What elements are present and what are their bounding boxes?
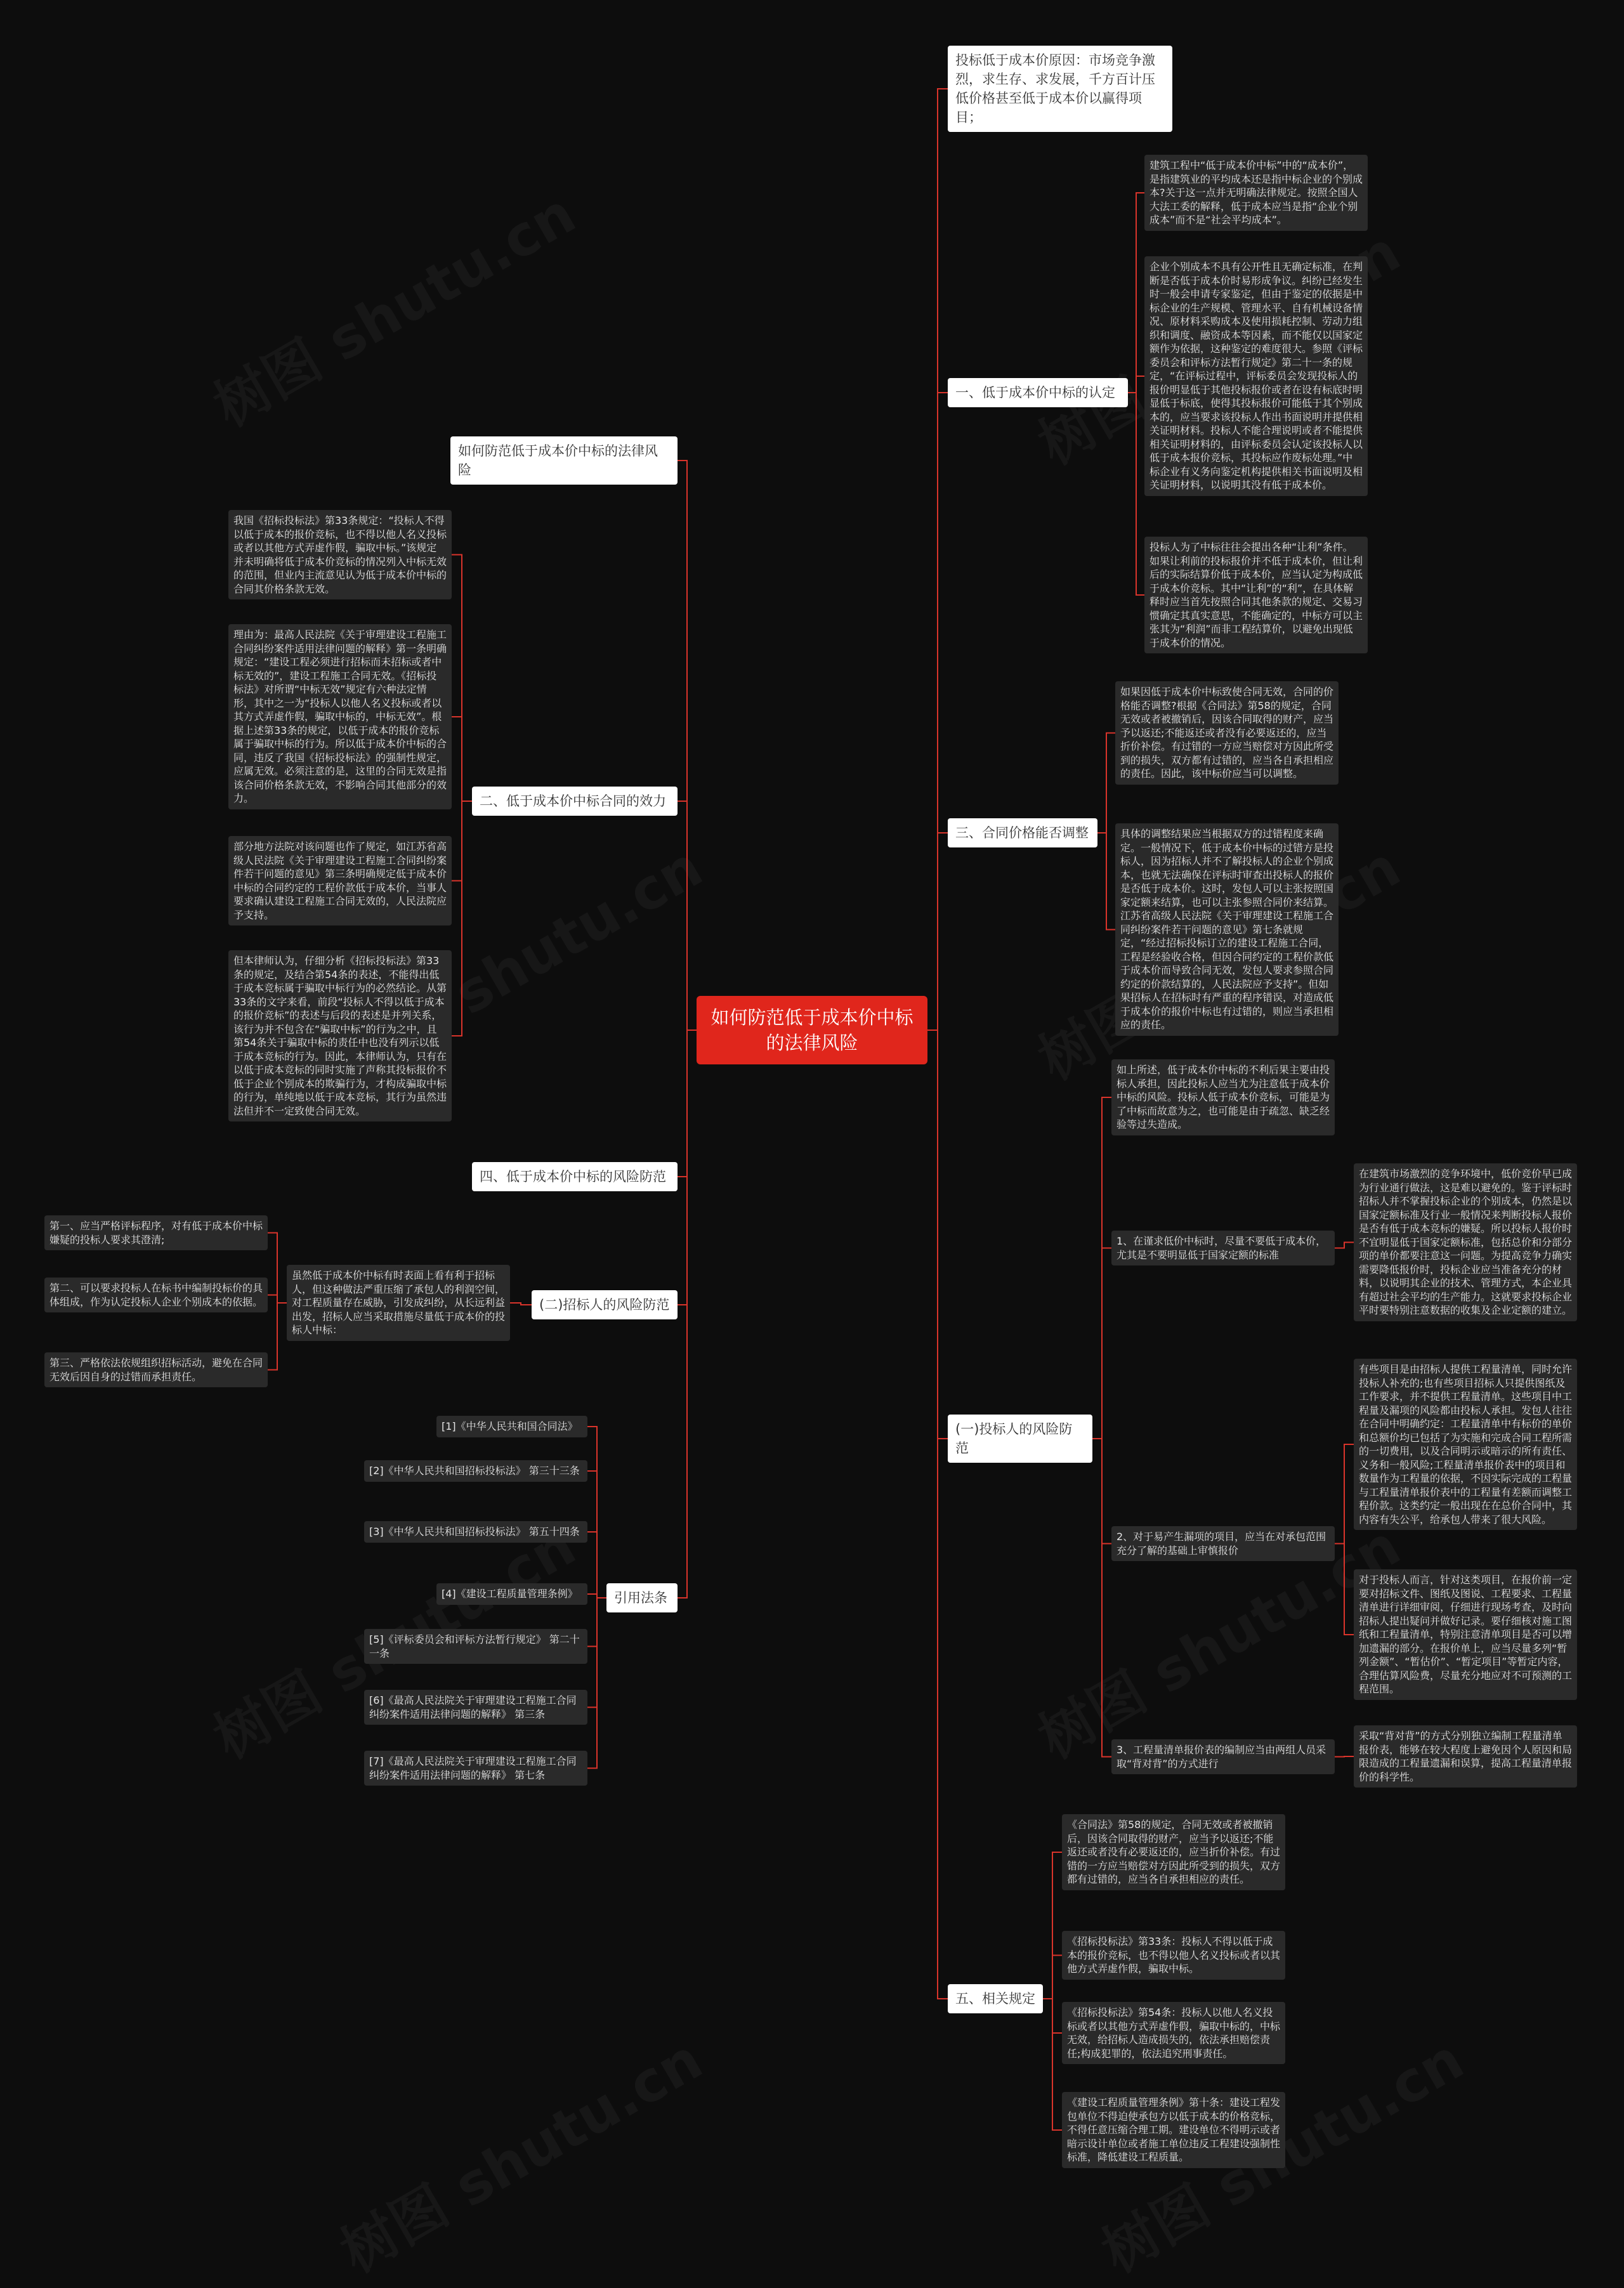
connector [452, 717, 472, 801]
rule-bid-law-33[interactable]: 《招标投标法》第33条：投标人不得以低于成本的报价竞标，也不得以他人名义投标或者以其他方式弄虚作假，骗取中标。 [1062, 1931, 1285, 1980]
note-review[interactable]: 对于投标人而言，针对这类项目，在报价前一定要对招标文件、图纸及图说、工程要求、工程量清单进行详细审阅，仔细进行现场考查，及时向招标人提出疑问并做好记录。要仔细核对施工图纸和工程量清单，特别注意清单项目是否可以增加遗漏的部分。在报价单上，应当尽量多列“暂列金额”、“暂估价”、“暂定项目”等暂定内容，合理估算风险费，尽量充分地应对不可预测的工程范围。 [1354, 1569, 1577, 1700]
topic-tenderer-risk[interactable]: (二)招标人的风险防范 [532, 1290, 678, 1319]
note-local-court[interactable]: 部分地方法院对该问题也作了规定，如江苏省高级人民法院《关于审理建设工程施工合同纠纷案件若干问题的意见》第三条明确规定低于成本价中标的合同约定的工程价款低于成本价，当事人要求确认建设工程施工合同无效的，人民法院应予支持。 [228, 836, 452, 925]
law-3[interactable]: [3]《中华人民共和国招标投标法》 第五十四条 [364, 1521, 587, 1543]
note-back-to-back[interactable]: 采取“背对背”的方式分别独立编制工程量清单报价表，能够在较大程度上避免因个人原因和局限造成的工程量遗漏和误算，提高工程量清单报价的科学性。 [1354, 1725, 1577, 1788]
connector [1092, 1248, 1111, 1439]
item-back-to-back[interactable]: 3、工程量清单报价表的编制应当由两组人员采取“背对背”的方式进行 [1111, 1739, 1335, 1774]
connector [1043, 1999, 1062, 2130]
connector [1128, 376, 1144, 393]
note-cost-definition[interactable]: 建筑工程中“低于成本价中标”中的“成本价”，是指建筑业的平均成本还是指中标企业的个别成本?关于这一点并无明确法律规定。按照全国人大法工委的解释，低于成本应当是指“企业个别成本”而不是“社会平均成本”。 [1144, 155, 1368, 231]
law-5[interactable]: [5]《评标委员会和评标方法暂行规定》 第二十一条 [364, 1629, 587, 1664]
topic-title[interactable]: 如何防范低于成本价中标的法律风险 [450, 436, 678, 485]
connector [268, 1233, 287, 1304]
topic-cited-laws[interactable]: 引用法条 [606, 1583, 678, 1612]
connector [510, 1303, 532, 1305]
note-price-adjust[interactable]: 如果因低于成本价中标致使合同无效，合同的价格能否调整?根据《合同法》第58的规定，合同无效或者被撤销后，因该合同取得的财产，应当予以返还;不能返还或者没有必要返还的，应当折价补偿。有过错的一方应当赔偿对方因此所受到的损失，双方都有过错的，应当各自承担相应的责任。因此，该中标价应当可以调整。 [1115, 681, 1339, 785]
connector [268, 1303, 287, 1370]
law-2[interactable]: [2]《中华人民共和国招标投标法》 第三十三条 [364, 1460, 587, 1482]
connector [1128, 193, 1144, 393]
note-lawyer-view[interactable]: 但本律师认为，仔细分析《招标投标法》第33条的规定，及结合第54条的表述，不能得出低于成本竞标属于骗取中标行为的必然结论。从第33条的文字来看，前段“投标人不得以低于成本的报价竞标”的表述与后段的表述是并列关系，该行为并不包含在“骗取中标”的行为之中，且第54条关于骗取中标的责任中也没有列示以低于成本竞标的行为。因此，本律师认为，只有在以低于成本竞标的同时实施了声称其投标报价不低于企业个别成本的欺骗行为，才构成骗取中标的行为，单纯地以低于成本竞标，其行为虽然违法但并不一定致使合同无效。 [228, 950, 452, 1121]
connector [1097, 733, 1115, 833]
topic-price-adjust[interactable]: 三、合同价格能否调整 [948, 818, 1097, 847]
connector [268, 1295, 287, 1304]
connector [678, 801, 697, 1030]
connector [452, 801, 472, 1036]
connector [1128, 393, 1144, 595]
topic-reason[interactable]: 投标低于成本价原因：市场竞争激烈，求生存、求发展，千方百计压低价格甚至低于成本价以赢得项目； [948, 46, 1172, 132]
note-bid-law-33[interactable]: 我国《招标投标法》第33条规定：“投标人不得以低于成本的报价竞标，也不得以他人名义投标或者以其他方式弄虚作假，骗取中标。”该规定并未明确将低于成本价竞标的情况列入中标无效的范围，但业内主流意见认为低于成本价中标的合同其价格条款无效。 [228, 510, 452, 599]
rule-bid-law-54[interactable]: 《招标投标法》第54条：投标人以他人名义投标或者以其他方式弄虚作假，骗取中标的，中标无效，给招标人造成损失的，依法承担赔偿责任;构成犯罪的，依法追究刑事责任。 [1062, 2002, 1285, 2064]
connector [1043, 1956, 1062, 1999]
connector [1335, 1243, 1354, 1248]
topic-identification[interactable]: 一、低于成本价中标的认定 [948, 378, 1128, 407]
item-low-price[interactable]: 1、在谨求低价中标时，尽量不要低于成本价，尤其是不要明显低于国家定额的标准 [1111, 1231, 1335, 1265]
connector [927, 1030, 948, 1999]
connector [927, 833, 948, 1030]
connector [587, 1598, 606, 1768]
note-bidder-risk[interactable]: 如上所述，低于成本价中标的不利后果主要由投标人承担，因此投标人应当尤为注意低于成本价中标的风险。投标人低于成本价竞标，可能是为了中标而故意为之，也可能是由于疏忽、缺乏经验等过失造成。 [1111, 1059, 1335, 1135]
topic-contract-validity[interactable]: 二、低于成本价中标合同的效力 [472, 787, 678, 816]
topic-risk-prevention[interactable]: 四、低于成本价中标的风险防范 [472, 1162, 678, 1191]
connector [1335, 1444, 1354, 1544]
note-reason[interactable]: 理由为：最高人民法院《关于审理建设工程施工合同纠纷案件适用法律问题的解释》第一条明确规定：“建设工程必须进行招标而未招标或者中标无效的”，建设工程施工合同无效。《招标投标法》对所谓“中标无效”规定有六种法定情形，其中之一为“投标人以他人名义投标或者以其方式弄虚作假，骗取中标的，中标无效”。根据上述第33条的规定，以低于成本的报价竞标属于骗取中标的行为。所以低于成本价中标的合同，违反了我国《招标投标法》的强制性规定，应属无效。必须注意的是，这里的合同无效是指该合同价格条款无效，不影响合同其他部分的效力。 [228, 624, 452, 809]
note-fault-degree[interactable]: 具体的调整结果应当根据双方的过错程度来确定。一般情况下，低于成本价中标的过错方是投标人，因为招标人并不了解投标人的企业个别成本，也就无法确保在评标时审查出投标人的报价是否低于成本价。这时，发包人可以主张按照国家定额来结算，也可以主张参照合同价来结算。江苏省高级人民法院《关于审理建设工程施工合同纠纷案件若干问题的意见》第七条就规定，“经过招标投标订立的建设工程施工合同，工程是经验收合格，但因合同约定的工程价款低于成本价而导致合同无效，发包人要求参照合同约定的价款结算的，人民法院应予支持”。但如果招标人在招标时有严重的程序错误，对造成低于成本价的报价中标也有过错的，则应当承担相应的责任。 [1115, 823, 1339, 1036]
topic-bidder-risk[interactable]: (一)投标人的风险防范 [948, 1415, 1092, 1463]
law-4[interactable]: [4]《建设工程质量管理条例》 [436, 1583, 587, 1605]
item-third[interactable]: 第三、严格依法依规组织招标活动，避免在合同无效后因自身的过错而承担责任。 [44, 1352, 268, 1387]
connector [1335, 1544, 1354, 1635]
law-1[interactable]: [1]《中华人民共和国合同法》 [436, 1416, 587, 1437]
rule-contract-law[interactable]: 《合同法》第58的规定，合同无效或者被撤销后，因该合同取得的财产，应当予以返还;不能返还或者没有必要返还的，应当折价补偿。有过错的一方应当赔偿对方因此所受到的损失，双方都有过错的，应当各自承担相应的责任。 [1062, 1814, 1285, 1890]
rule-quality-reg[interactable]: 《建设工程质量管理条例》第十条：建设工程发包单位不得迫使承包方以低于成本的价格竞标，不得任意压缩合理工期。建设单位不得明示或者暗示设计单位或者施工单位违反工程建设强制性标准，降低建设工程质量。 [1062, 2092, 1285, 2168]
item-second[interactable]: 第二、可以要求投标人在标书中编制投标价的具体组成，作为认定投标人企业个别成本的依据。 [44, 1278, 268, 1312]
law-6[interactable]: [6]《最高人民法院关于审理建设工程施工合同纠纷案件适用法律问题的解释》 第三条 [364, 1690, 587, 1725]
law-7[interactable]: [7]《最高人民法院关于审理建设工程施工合同纠纷案件适用法律问题的解释》 第七条 [364, 1751, 587, 1786]
item-first[interactable]: 第一、应当严格评标程序，对有低于成本价中标嫌疑的投标人要求其澄清; [44, 1215, 268, 1250]
topic-related-rules[interactable]: 五、相关规定 [948, 1984, 1043, 2013]
connector [1092, 1439, 1111, 1757]
note-discount[interactable]: 投标人为了中标往往会提出各种“让利”条件。如果让利前的投标报价并不低于成本价，但让利后的实际结算价低于成本价，应当认定为构成低于成本价竞标。其中“让利”的“利”，在具体解释时应当首先按照合同其他条款的规定、交易习惯确定其真实意思，不能确定的，中标方可以主张其为“利润”而非工程结算价，以避免出现低于成本价的情况。 [1144, 537, 1368, 653]
item-omission[interactable]: 2、对于易产生漏项的项目，应当在对承包范围充分了解的基础上审慎报价 [1111, 1526, 1335, 1561]
connector [587, 1532, 606, 1598]
note-omission[interactable]: 有些项目是由招标人提供工程量清单，同时允许投标人补充的;也有些项目招标人只提供图纸及工作要求，并不提供工程量清单。这些项目中工程量及漏项的风险都由投标人承担。发包人往往在合同中明确约定：工程量清单中有标价的单价和总额价均已包括了为实施和完成合同工程所需的一切费用，以及合同明示或暗示的所有责任、义务和一般风险;工程量清单报价表中的项目和数量作为工程量的依据，不因实际完成的工程量与工程量清单报价表中的工程量有差额而调整工程价款。这类约定一般出现在在总价合同中，其内容有失公平，给承包人带来了很大风险。 [1354, 1359, 1577, 1530]
central-topic[interactable]: 如何防范低于成本价中标的法律风险 [697, 996, 927, 1064]
note-tenderer-risk[interactable]: 虽然低于成本价中标有时表面上看有利于招标人，但这种做法严重压缩了承包人的利润空间，对工程质量存在威胁，引发成纠纷，从长远利益出发，招标人应当采取措施尽量低于成本价的投标人中标： [287, 1265, 510, 1341]
connector [678, 1030, 697, 1598]
connector [1097, 833, 1115, 930]
note-low-price[interactable]: 在建筑市场激烈的竞争环境中，低价竞价早已成为行业通行做法，这是难以避免的。鉴于评标时招标人并不掌握投标企业的个别成本，仍然是以国家定额标准及行业一般情况来判断投标人报价是否有低于成本竞标的嫌疑。所以投标人报价时不宜明显低于国家定额标准，包括总价和分部分项的单价都要注意这一问题。为提高竞争力确实需要降低报价时，投标企业应当准备充分的材料，以说明其企业的技术、管理方式，本企业具有超过社会平均的生产能力。这就要求投标企业平时要特别注意数据的收集及企业定额的建立。 [1354, 1163, 1577, 1321]
note-cost-dispute[interactable]: 企业个别成本不具有公开性且无确定标准，在判断是否低于成本价时易形成争议。纠纷已经发生时一般会申请专家鉴定，但由于鉴定的依据是中标企业的生产规模、管理水平、自有机械设备情况、原材料采购成本及使用损耗控制、劳动力组织和调度、融资成本等因素，而不能仅以国家定额作为依据，这种鉴定的难度很大。参照《评标委员会和评标方法暂行规定》第二十一条的规定，“在评标过程中，评标委员会发现投标人的报价明显低于其他投标报价或者在设有标底时明显低于标底，使得其投标报价可能低于其个别成本的，应当要求该投标人作出书面说明并提供相关证明材料。投标人不能合理说明或者不能提供相关证明材料的，由评标委员会认定该投标人以低于成本报价竞标，其投标应作废标处理。”中标企业有义务向鉴定机构提供相关书面说明及相关证明材料，以说明其没有低于成本价。 [1144, 256, 1368, 496]
connector [1335, 1756, 1354, 1757]
